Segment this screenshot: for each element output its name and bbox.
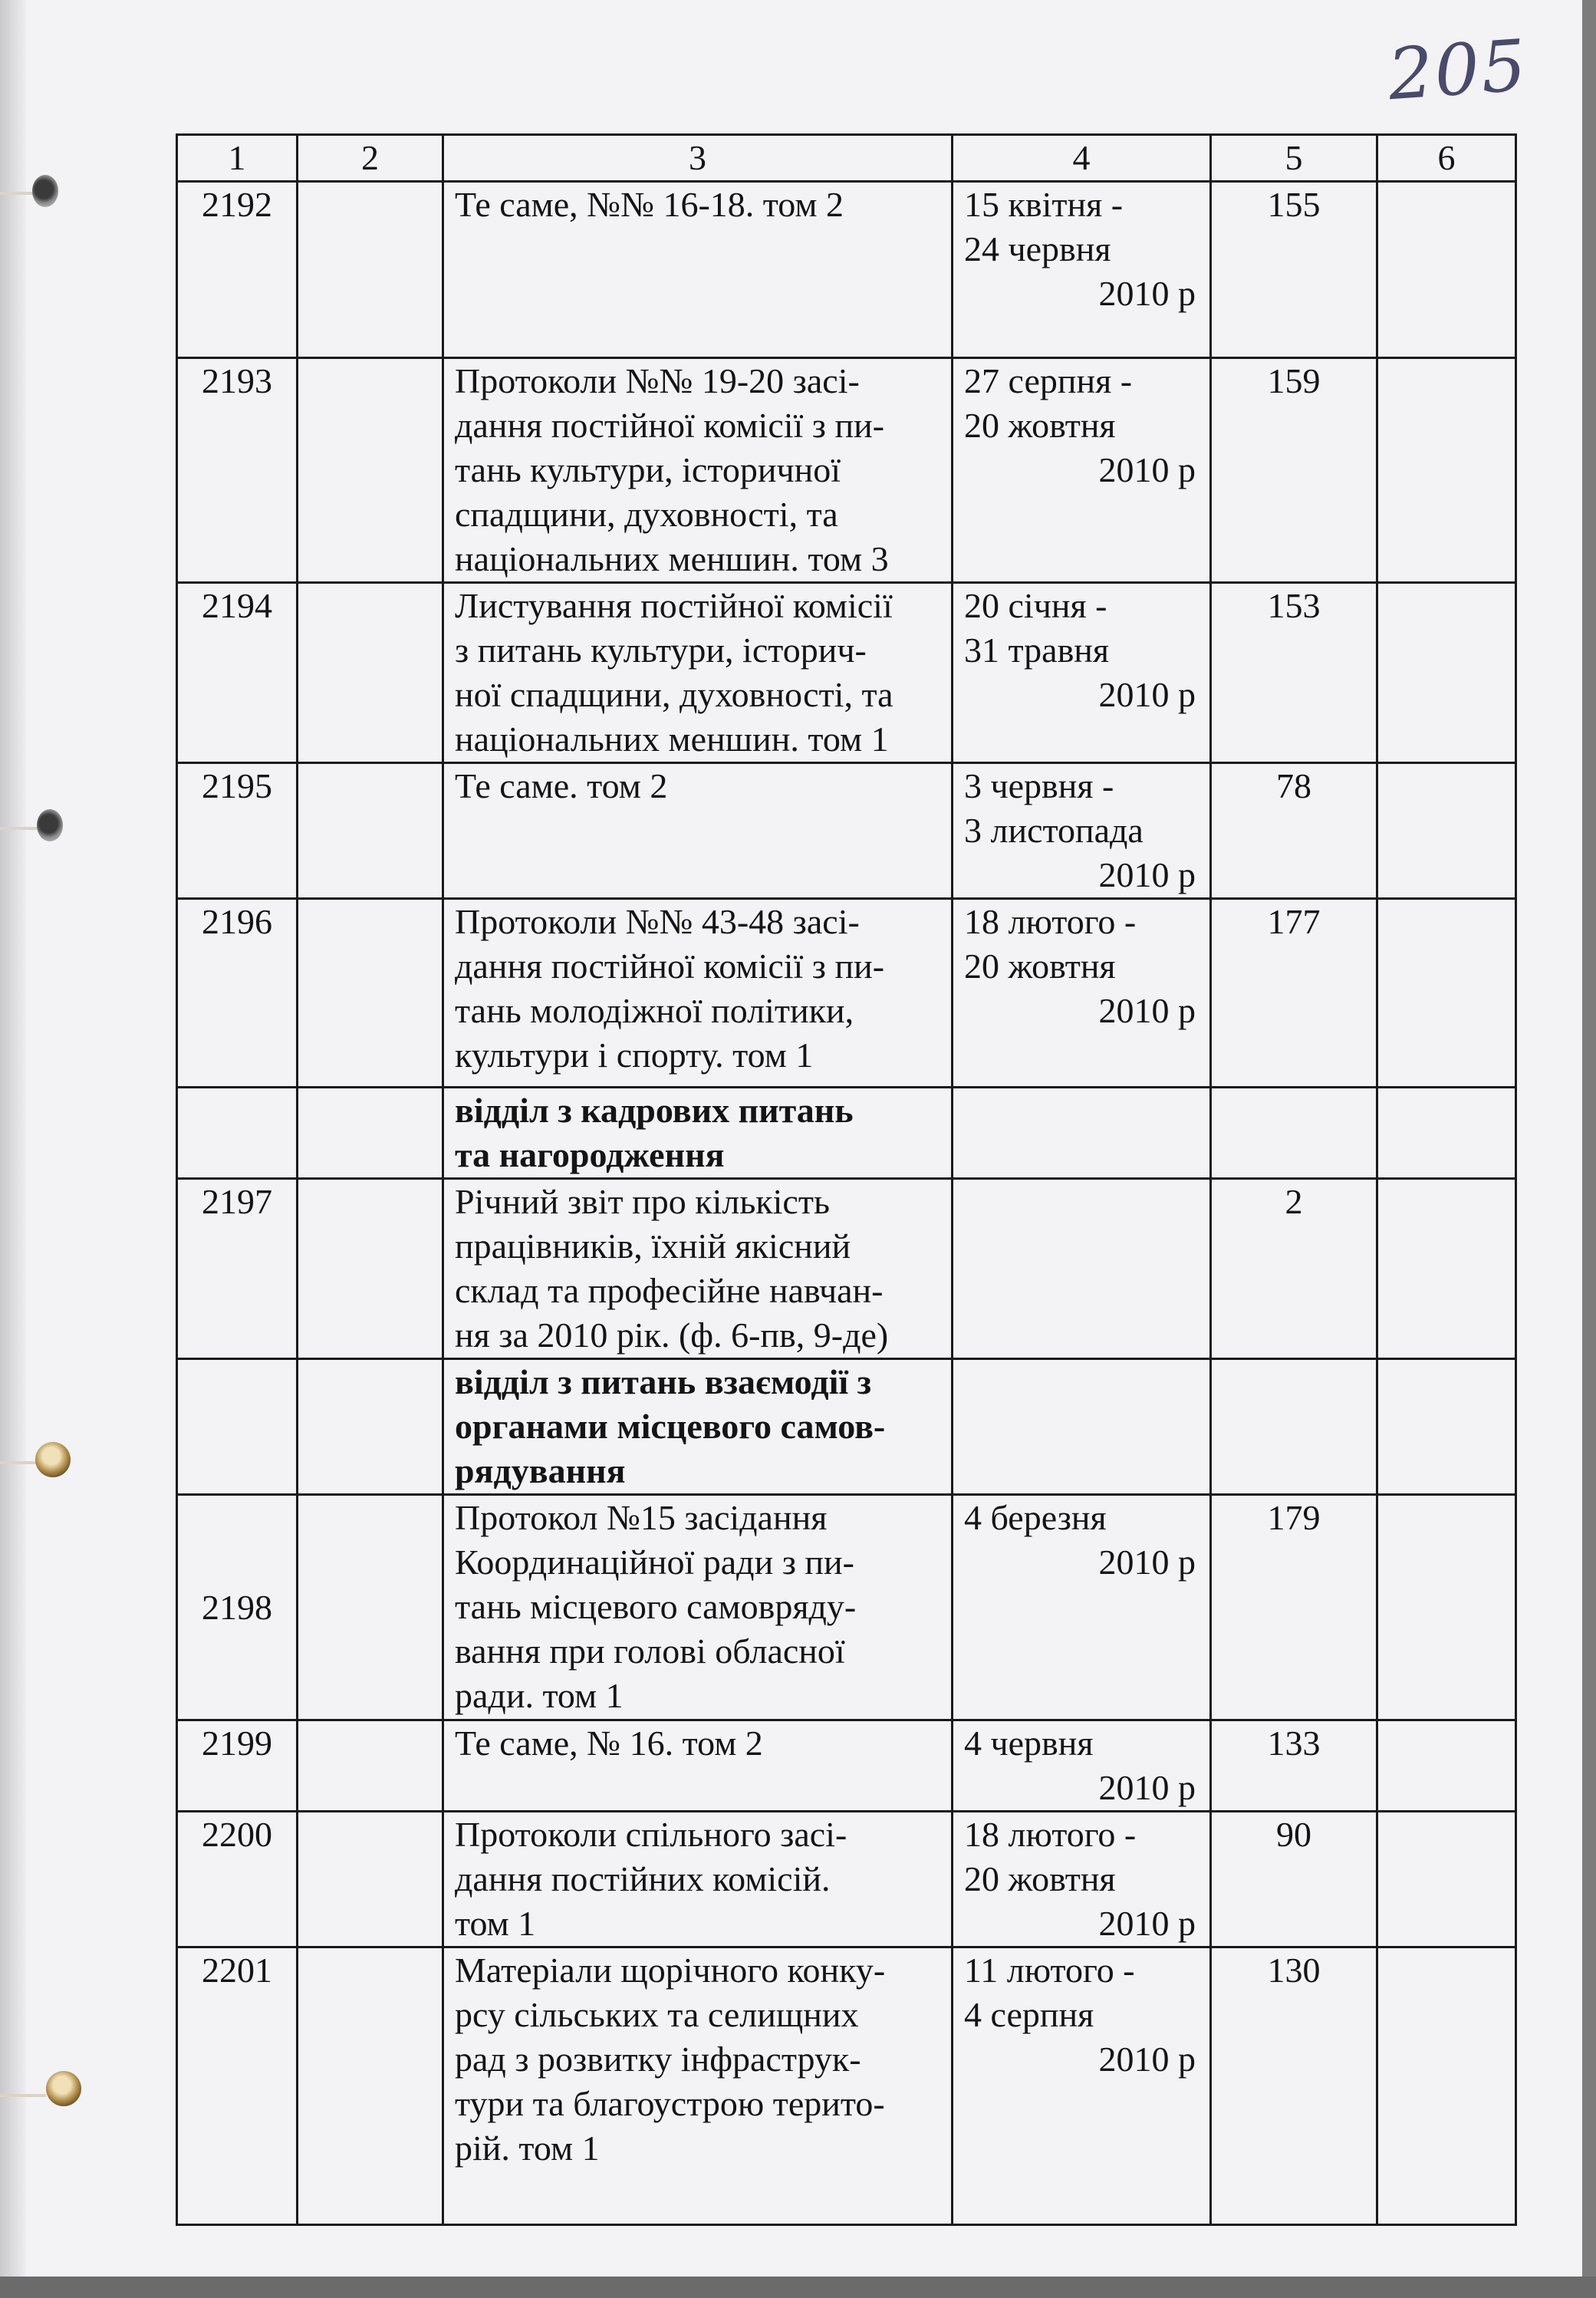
date-line: 3 червня - xyxy=(964,766,1114,805)
background-right xyxy=(1582,0,1596,2298)
cell-notes xyxy=(1377,1947,1516,2225)
cell-notes xyxy=(1377,899,1516,1088)
cell-sheets: 90 xyxy=(1211,1812,1377,1947)
section-row xyxy=(177,1088,1516,1179)
date-line: 20 січня - xyxy=(964,586,1107,625)
cell-sheets: 133 xyxy=(1211,1720,1377,1812)
title-line: Те саме, № 16. том 2 xyxy=(455,1724,763,1763)
cell-index xyxy=(298,358,443,583)
cell-title xyxy=(443,583,953,763)
cell-sheets xyxy=(1211,1359,1377,1495)
cell-notes xyxy=(1377,1179,1516,1359)
title-line: Те саме, №№ 16-18. том 2 xyxy=(455,185,844,224)
cell-title xyxy=(443,1720,953,1812)
cell-dates xyxy=(953,899,1211,1088)
table-row xyxy=(177,1947,1516,2225)
table-row xyxy=(177,583,1516,763)
date-year: 2010 р xyxy=(1098,274,1196,313)
date-line: 20 жовтня xyxy=(964,947,1116,986)
title-line: національних меншин. том 3 xyxy=(455,539,889,578)
cell-index xyxy=(298,1947,443,2225)
cell-number: 2201 xyxy=(177,1947,298,2225)
cell-number xyxy=(177,1088,298,1179)
table-body xyxy=(177,182,1516,2225)
title-line: дання постійних комісій. xyxy=(455,1859,831,1898)
title-line: ради. том 1 xyxy=(455,1676,624,1715)
cell-sheets: 155 xyxy=(1211,182,1377,358)
date-year: 2010 р xyxy=(1098,450,1196,489)
date-line: 24 червня xyxy=(964,229,1111,268)
title-line: тань місцевого самовряду- xyxy=(455,1587,857,1626)
title-line: рій. том 1 xyxy=(455,2128,600,2168)
table-row xyxy=(177,1179,1516,1359)
punch-hole xyxy=(32,175,58,207)
cell-index xyxy=(298,1720,443,1812)
cell-dates xyxy=(953,182,1211,358)
date-year: 2010 р xyxy=(1098,991,1196,1030)
column-header: 3 xyxy=(443,135,953,182)
cell-sheets: 153 xyxy=(1211,583,1377,763)
title-line: склад та професійне навчан- xyxy=(455,1271,884,1310)
cell-sheets: 179 xyxy=(1211,1495,1377,1720)
header-row xyxy=(177,135,1516,182)
cell-number: 2192 xyxy=(177,182,298,358)
cell-index xyxy=(298,1179,443,1359)
cell-notes xyxy=(1377,763,1516,899)
cell-dates xyxy=(953,1720,1211,1812)
cell-dates xyxy=(953,1088,1211,1179)
cell-dates xyxy=(953,1179,1211,1359)
date-line: 3 листопада xyxy=(964,811,1144,850)
date-line: 4 березня xyxy=(964,1498,1107,1537)
cell-notes xyxy=(1377,1088,1516,1179)
table-row xyxy=(177,1812,1516,1947)
cell-dates xyxy=(953,583,1211,763)
date-year: 2010 р xyxy=(1098,2040,1196,2079)
cell-sheets xyxy=(1211,1088,1377,1179)
cell-index xyxy=(298,1359,443,1495)
cell-number: 2199 xyxy=(177,1720,298,1812)
date-line: 11 лютого - xyxy=(964,1951,1135,1990)
date-year: 2010 р xyxy=(1098,855,1196,894)
section-title xyxy=(443,1359,953,1495)
section-title-line: відділ з кадрових питань xyxy=(455,1091,854,1130)
cell-title xyxy=(443,182,953,358)
cell-notes xyxy=(1377,358,1516,583)
title-line: Річний звіт про кількість xyxy=(455,1182,830,1221)
title-line: вання при голові обласної xyxy=(455,1631,845,1671)
cell-dates xyxy=(953,763,1211,899)
title-line: рсу сільських та селищних xyxy=(455,1995,859,2034)
date-line: 20 жовтня xyxy=(964,406,1116,445)
date-year: 2010 р xyxy=(1098,675,1196,714)
cell-number: 2197 xyxy=(177,1179,298,1359)
cell-number: 2200 xyxy=(177,1812,298,1947)
table-row xyxy=(177,358,1516,583)
title-line: культури і спорту. том 1 xyxy=(455,1035,814,1075)
column-header: 5 xyxy=(1211,135,1377,182)
title-line: Листування постійної комісії xyxy=(455,586,893,625)
binding-ring xyxy=(35,1442,71,1477)
title-line: спадщини, духовності, та xyxy=(455,495,838,534)
title-line: працівників, їхній якісний xyxy=(455,1226,851,1266)
background-bottom xyxy=(0,2277,1596,2298)
cell-number: 2194 xyxy=(177,583,298,763)
cell-title xyxy=(443,899,953,1088)
cell-sheets: 159 xyxy=(1211,358,1377,583)
title-line: Те саме. том 2 xyxy=(455,766,668,805)
cell-number: 2193 xyxy=(177,358,298,583)
cell-dates xyxy=(953,358,1211,583)
title-line: Протоколи спільного засі- xyxy=(455,1815,847,1854)
cell-notes xyxy=(1377,1812,1516,1947)
table-row xyxy=(177,1495,1516,1720)
title-line: Матеріали щорічного конку- xyxy=(455,1951,886,1990)
cell-notes xyxy=(1377,182,1516,358)
cell-index xyxy=(298,583,443,763)
cell-dates xyxy=(953,1947,1211,2225)
table-row xyxy=(177,1720,1516,1812)
title-line: Координаційної ради з пи- xyxy=(455,1542,854,1582)
date-line: 31 травня xyxy=(964,630,1110,670)
date-line: 4 серпня xyxy=(964,1995,1094,2034)
cell-title xyxy=(443,1812,953,1947)
date-line: 15 квітня - xyxy=(964,185,1124,224)
table-row xyxy=(177,763,1516,899)
cell-notes xyxy=(1377,1359,1516,1495)
cell-title xyxy=(443,1495,953,1720)
column-header: 1 xyxy=(177,135,298,182)
handwritten-page-number: 205 xyxy=(1385,24,1531,117)
table-row xyxy=(177,899,1516,1088)
cell-dates xyxy=(953,1495,1211,1720)
title-line: тури та благоустрою терито- xyxy=(455,2084,885,2123)
column-header: 6 xyxy=(1377,135,1516,182)
section-title-line: рядування xyxy=(455,1451,626,1490)
cell-index xyxy=(298,763,443,899)
table-row xyxy=(177,182,1516,358)
title-line: Протоколи №№ 43-48 засі- xyxy=(455,902,860,941)
date-line: 18 лютого - xyxy=(964,902,1137,941)
title-line: рад з розвитку інфраструк- xyxy=(455,2040,861,2079)
section-title-line: та нагородження xyxy=(455,1135,725,1174)
column-header: 2 xyxy=(298,135,443,182)
cell-index xyxy=(298,182,443,358)
cell-title xyxy=(443,358,953,583)
title-line: тань молодіжної політики, xyxy=(455,991,854,1030)
title-line: Протокол №15 засідання xyxy=(455,1498,828,1537)
date-year: 2010 р xyxy=(1098,1768,1196,1807)
cell-sheets: 130 xyxy=(1211,1947,1377,2225)
cell-title xyxy=(443,763,953,899)
section-title-line: відділ з питань взаємодії з xyxy=(455,1362,872,1401)
cell-sheets: 177 xyxy=(1211,899,1377,1088)
date-year: 2010 р xyxy=(1098,1542,1196,1582)
cell-title xyxy=(443,1947,953,2225)
cell-dates xyxy=(953,1812,1211,1947)
title-line: дання постійної комісії з пи- xyxy=(455,947,885,986)
section-title xyxy=(443,1088,953,1179)
binding-thread xyxy=(0,2094,46,2097)
cell-index xyxy=(298,899,443,1088)
date-line: 18 лютого - xyxy=(964,1815,1137,1854)
cell-index xyxy=(298,1495,443,1720)
title-line: національних меншин. том 1 xyxy=(455,719,889,759)
cell-title xyxy=(443,1179,953,1359)
cell-number: 2196 xyxy=(177,899,298,1088)
cell-sheets: 2 xyxy=(1211,1179,1377,1359)
cell-dates xyxy=(953,1359,1211,1495)
inventory-table xyxy=(176,133,1517,2226)
date-year: 2010 р xyxy=(1098,1904,1196,1943)
title-line: ної спадщини, духовності, та xyxy=(455,675,893,714)
cell-index xyxy=(298,1088,443,1179)
section-title-line: органами місцевого самов- xyxy=(455,1407,886,1446)
cell-number: 2198 xyxy=(177,1495,298,1720)
cell-sheets: 78 xyxy=(1211,763,1377,899)
section-row xyxy=(177,1359,1516,1495)
binding-ring xyxy=(46,2071,81,2106)
cell-notes xyxy=(1377,1720,1516,1812)
cell-index xyxy=(298,1812,443,1947)
date-line: 20 жовтня xyxy=(964,1859,1116,1898)
binding-edge xyxy=(0,0,26,2298)
title-line: Протоколи №№ 19-20 засі- xyxy=(455,361,860,400)
cell-number xyxy=(177,1359,298,1495)
title-line: тань культури, історичної xyxy=(455,450,841,489)
title-line: том 1 xyxy=(455,1904,536,1943)
cell-notes xyxy=(1377,1495,1516,1720)
date-line: 4 червня xyxy=(964,1724,1094,1763)
column-header: 4 xyxy=(953,135,1211,182)
title-line: дання постійної комісії з пи- xyxy=(455,406,885,445)
punch-hole xyxy=(37,809,63,841)
title-line: з питань культури, історич- xyxy=(455,630,867,670)
date-line: 27 серпня - xyxy=(964,361,1133,400)
title-line: ня за 2010 рік. (ф. 6-пв, 9-де) xyxy=(455,1315,889,1355)
cell-number: 2195 xyxy=(177,763,298,899)
cell-notes xyxy=(1377,583,1516,763)
